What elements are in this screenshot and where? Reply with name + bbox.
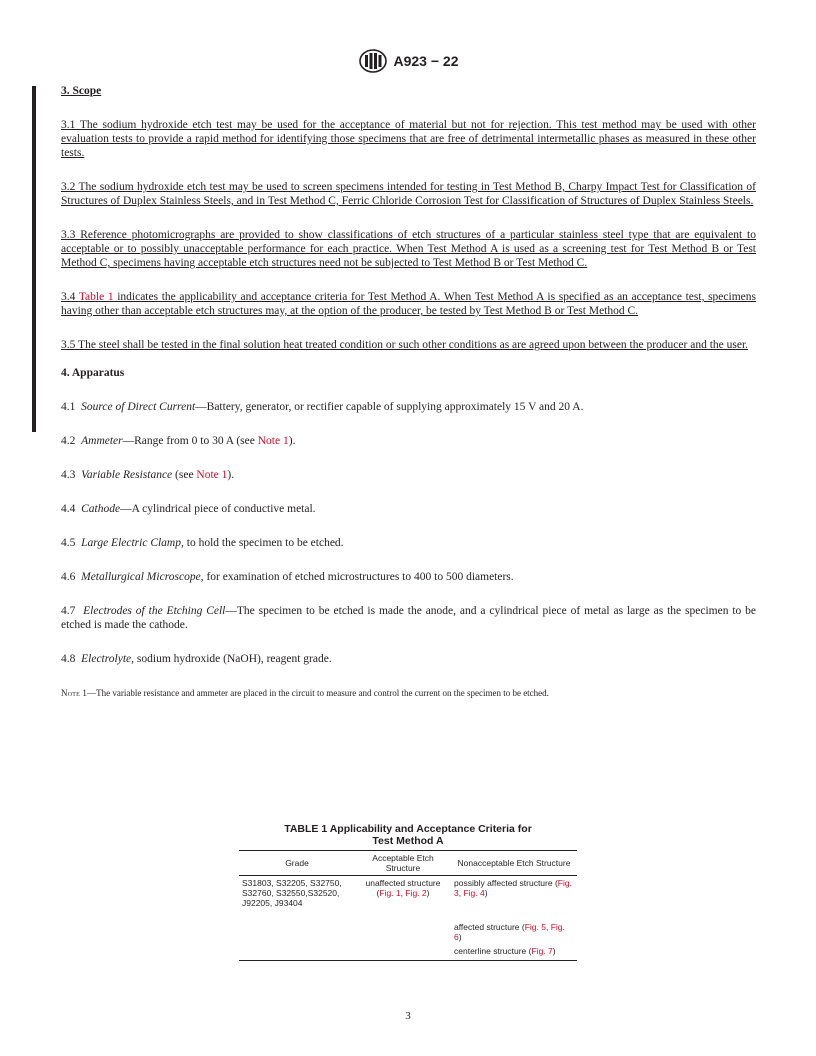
grade-cell: S31803, S32205, S32750, S32760, S32550,S32520, J92205, J93404 bbox=[242, 878, 342, 908]
table-1 bbox=[0, 823, 816, 961]
fig-2-link[interactable]: Fig. 2 bbox=[405, 888, 427, 898]
apparatus-item-4-5: 4.5 Large Electric Clamp, to hold the specimen to be etched. bbox=[61, 537, 344, 549]
note-1: Note 1—The variable resistance and ammeter are placed in the circuit to measure and control the current on the specimen to be etched. bbox=[61, 688, 549, 698]
apparatus-item-4-8: 4.8 Electrolyte, sodium hydroxide (NaOH), reagent grade. bbox=[61, 653, 332, 665]
nonacceptable-cell: affected structure (Fig. 5, Fig. 6) bbox=[454, 922, 565, 942]
acceptable-cell: unaffected structure (Fig. 1, Fig. 2) bbox=[365, 878, 441, 898]
table-row bbox=[239, 876, 577, 911]
fig-4-link[interactable]: Fig. 4 bbox=[463, 888, 485, 898]
fig-6-link[interactable]: Fig. 6 bbox=[454, 922, 565, 942]
fig-3-link[interactable]: Fig. 3 bbox=[454, 878, 572, 898]
paragraph-3-3: 3.3 Reference photomicrographs are provided to show classifications of etch structures of a particular stainless steel type that are equivalent to acceptable or to possibly unacceptable performance for each practice. When Test Method A is used as a screening test for Test Method B or Test Method C, specimens having acceptable etch structures need not be subjected to Test Method B or Test Method C. bbox=[61, 229, 756, 269]
apparatus-heading: 4. Apparatus bbox=[61, 367, 125, 379]
paragraph-3-4: 3.4 Table 1 indicates the applicability and acceptance criteria for Test Method A. When Test Method A is specified as an acceptance test, specimens having other than acceptable etch structures may, at the option of the producer, be tested by Test Method B or Test Method C. bbox=[61, 291, 756, 317]
apparatus-item-4-2: 4.2 Ammeter—Range from 0 to 30 A (see Note 1). bbox=[61, 435, 296, 447]
astm-logo-icon bbox=[358, 48, 388, 74]
note-1-link[interactable]: Note 1 bbox=[257, 435, 289, 447]
paragraph-3-1: 3.1 The sodium hydroxide etch test may be used for the acceptance of material but not for rejection. This test method may be used with other evaluation tests to provide a rapid method for identifying those specimens that are free of detrimental intermetallic phases as measured in these other tests. bbox=[61, 119, 756, 159]
fig-1-link[interactable]: Fig. 1 bbox=[379, 888, 401, 898]
revision-change-bar bbox=[32, 86, 36, 432]
page-header bbox=[0, 48, 816, 74]
fig-5-link[interactable]: Fig. 5 bbox=[524, 922, 546, 932]
header-grade: Grade bbox=[239, 851, 355, 876]
criteria-table bbox=[239, 850, 577, 961]
table-1-link[interactable]: Table 1 bbox=[78, 291, 114, 303]
paragraph-3-5: 3.5 The steel shall be tested in the final solution heat treated condition or such other conditions as are agreed upon between the producer and the user. bbox=[61, 339, 749, 351]
apparatus-item-4-4: 4.4 Cathode—A cylindrical piece of conductive metal. bbox=[61, 503, 316, 515]
table-caption: TABLE 1 Applicability and Acceptance Criteria for Test Method A bbox=[284, 823, 532, 847]
page-number: 3 bbox=[405, 1010, 411, 1022]
document-body bbox=[61, 84, 756, 699]
apparatus-item-4-1: 4.1 Source of Direct Current—Battery, generator, or rectifier capable of supplying approximately 15 V and 20 A. bbox=[61, 401, 584, 413]
table-row bbox=[239, 910, 577, 944]
header-acceptable: Acceptable Etch Structure bbox=[355, 851, 451, 876]
fig-7-link[interactable]: Fig. 7 bbox=[531, 946, 553, 956]
nonacceptable-cell: centerline structure (Fig. 7) bbox=[454, 946, 556, 956]
apparatus-item-4-3: 4.3 Variable Resistance (see Note 1). bbox=[61, 469, 235, 481]
scope-heading: 3. Scope bbox=[61, 85, 102, 97]
apparatus-item-4-7: 4.7 Electrodes of the Etching Cell—The specimen to be etched is made the anode, and a cylindrical piece of metal as large as the specimen to be etched is made the cathode. bbox=[61, 605, 757, 631]
note-1-link[interactable]: Note 1 bbox=[196, 469, 228, 481]
document-id: A923 − 22 bbox=[393, 53, 459, 69]
nonacceptable-cell: possibly affected structure (Fig. 3, Fig. 4) bbox=[454, 878, 572, 898]
header-nonacceptable: Nonacceptable Etch Structure bbox=[451, 851, 577, 876]
apparatus-item-4-6: 4.6 Metallurgical Microscope, for examination of etched microstructures to 400 to 500 diameters. bbox=[61, 571, 514, 583]
table-row bbox=[239, 944, 577, 961]
paragraph-3-2: 3.2 The sodium hydroxide etch test may be used to screen specimens intended for testing in Test Method B, Charpy Impact Test for Classification of Structures of Duplex Stainless Steels, and in Test Method C, Ferric Chloride Corrosion Test for Classification of Structures of Duplex Stainless Steels. bbox=[61, 181, 756, 207]
